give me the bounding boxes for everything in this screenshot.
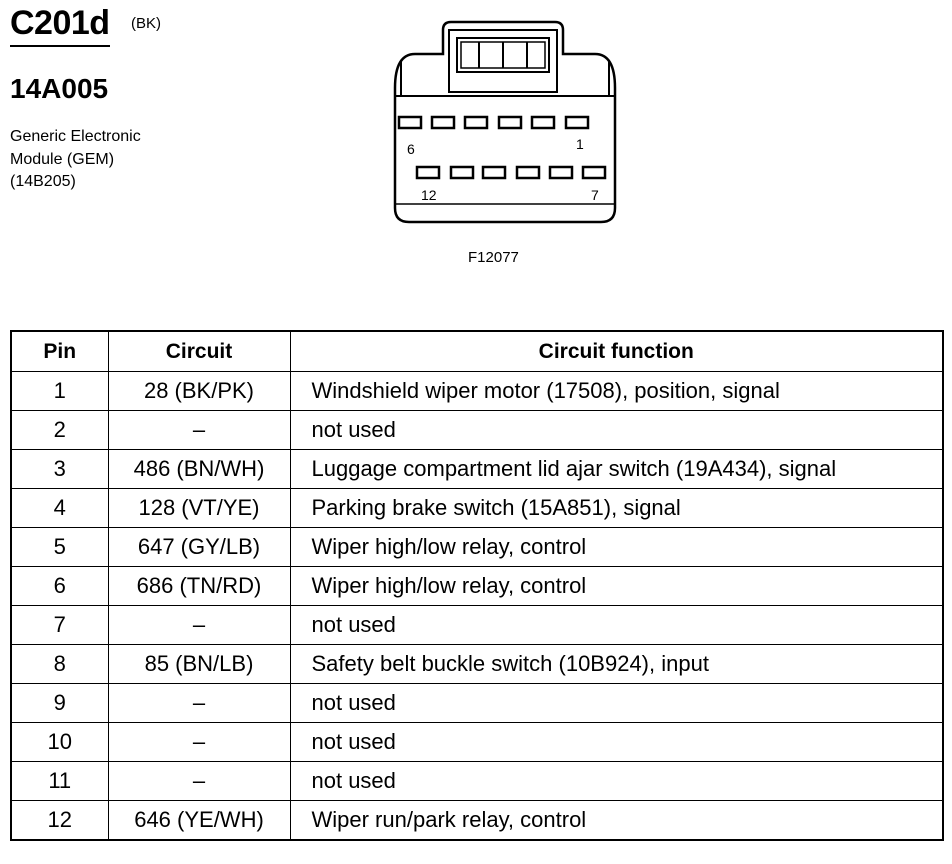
circuit-cell: 486 (BN/WH) xyxy=(108,450,290,489)
pinout-table xyxy=(10,330,944,841)
connector-face-diagram xyxy=(385,18,625,228)
pin-label: 7 xyxy=(591,187,599,203)
table-row xyxy=(11,411,943,450)
pin-cell: 11 xyxy=(11,762,108,801)
pin-cell: 8 xyxy=(11,645,108,684)
function-cell: Windshield wiper motor (17508), position, signal xyxy=(290,372,943,411)
circuit-cell: – xyxy=(108,411,290,450)
pin-cell: 4 xyxy=(11,489,108,528)
pin-cell: 12 xyxy=(11,801,108,841)
table-row xyxy=(11,723,943,762)
module-description-line: (14B205) xyxy=(10,173,76,190)
connector-id: C201d xyxy=(10,2,110,47)
circuit-cell: 28 (BK/PK) xyxy=(108,372,290,411)
pin-cell: 9 xyxy=(11,684,108,723)
function-cell: Luggage compartment lid ajar switch (19A434), signal xyxy=(290,450,943,489)
pin-label: 6 xyxy=(407,141,415,157)
function-cell: not used xyxy=(290,762,943,801)
table-row xyxy=(11,528,943,567)
function-cell: Parking brake switch (15A851), signal xyxy=(290,489,943,528)
circuit-cell: – xyxy=(108,606,290,645)
header-pin: Pin xyxy=(11,331,108,372)
pin-cell: 7 xyxy=(11,606,108,645)
function-cell: Safety belt buckle switch (10B924), input xyxy=(290,645,943,684)
connector-color: (BK) xyxy=(131,15,161,32)
module-description-line: Generic Electronic xyxy=(10,128,141,145)
terminal-row-top xyxy=(399,117,588,128)
table-row xyxy=(11,762,943,801)
pin-cell: 3 xyxy=(11,450,108,489)
table-row xyxy=(11,801,943,841)
circuit-cell: 686 (TN/RD) xyxy=(108,567,290,606)
table-row xyxy=(11,450,943,489)
table-row xyxy=(11,372,943,411)
function-cell: not used xyxy=(290,606,943,645)
circuit-cell: 646 (YE/WH) xyxy=(108,801,290,841)
header-circuit: Circuit xyxy=(108,331,290,372)
circuit-cell: 647 (GY/LB) xyxy=(108,528,290,567)
pin-cell: 6 xyxy=(11,567,108,606)
circuit-cell: 85 (BN/LB) xyxy=(108,645,290,684)
table-header-row xyxy=(11,331,943,372)
function-cell: not used xyxy=(290,723,943,762)
table-row xyxy=(11,489,943,528)
part-number: 14A005 xyxy=(10,73,109,104)
circuit-cell: – xyxy=(108,684,290,723)
pin-cell: 2 xyxy=(11,411,108,450)
function-cell: not used xyxy=(290,411,943,450)
function-cell: Wiper run/park relay, control xyxy=(290,801,943,841)
table-row xyxy=(11,567,943,606)
pin-cell: 10 xyxy=(11,723,108,762)
pin-label: 1 xyxy=(576,136,584,152)
circuit-cell: – xyxy=(108,762,290,801)
table-row xyxy=(11,645,943,684)
function-cell: Wiper high/low relay, control xyxy=(290,528,943,567)
pin-cell: 5 xyxy=(11,528,108,567)
function-cell: not used xyxy=(290,684,943,723)
function-cell: Wiper high/low relay, control xyxy=(290,567,943,606)
terminal-row-bottom xyxy=(417,167,605,178)
module-description-line: Module (GEM) xyxy=(10,150,115,168)
circuit-cell: – xyxy=(108,723,290,762)
figure-reference: F12077 xyxy=(468,249,519,266)
module-description xyxy=(10,126,141,194)
header-circuit-function: Circuit function xyxy=(290,331,943,372)
table-row xyxy=(11,684,943,723)
table-row xyxy=(11,606,943,645)
pin-label: 12 xyxy=(421,187,437,203)
circuit-cell: 128 (VT/YE) xyxy=(108,489,290,528)
pin-cell: 1 xyxy=(11,372,108,411)
